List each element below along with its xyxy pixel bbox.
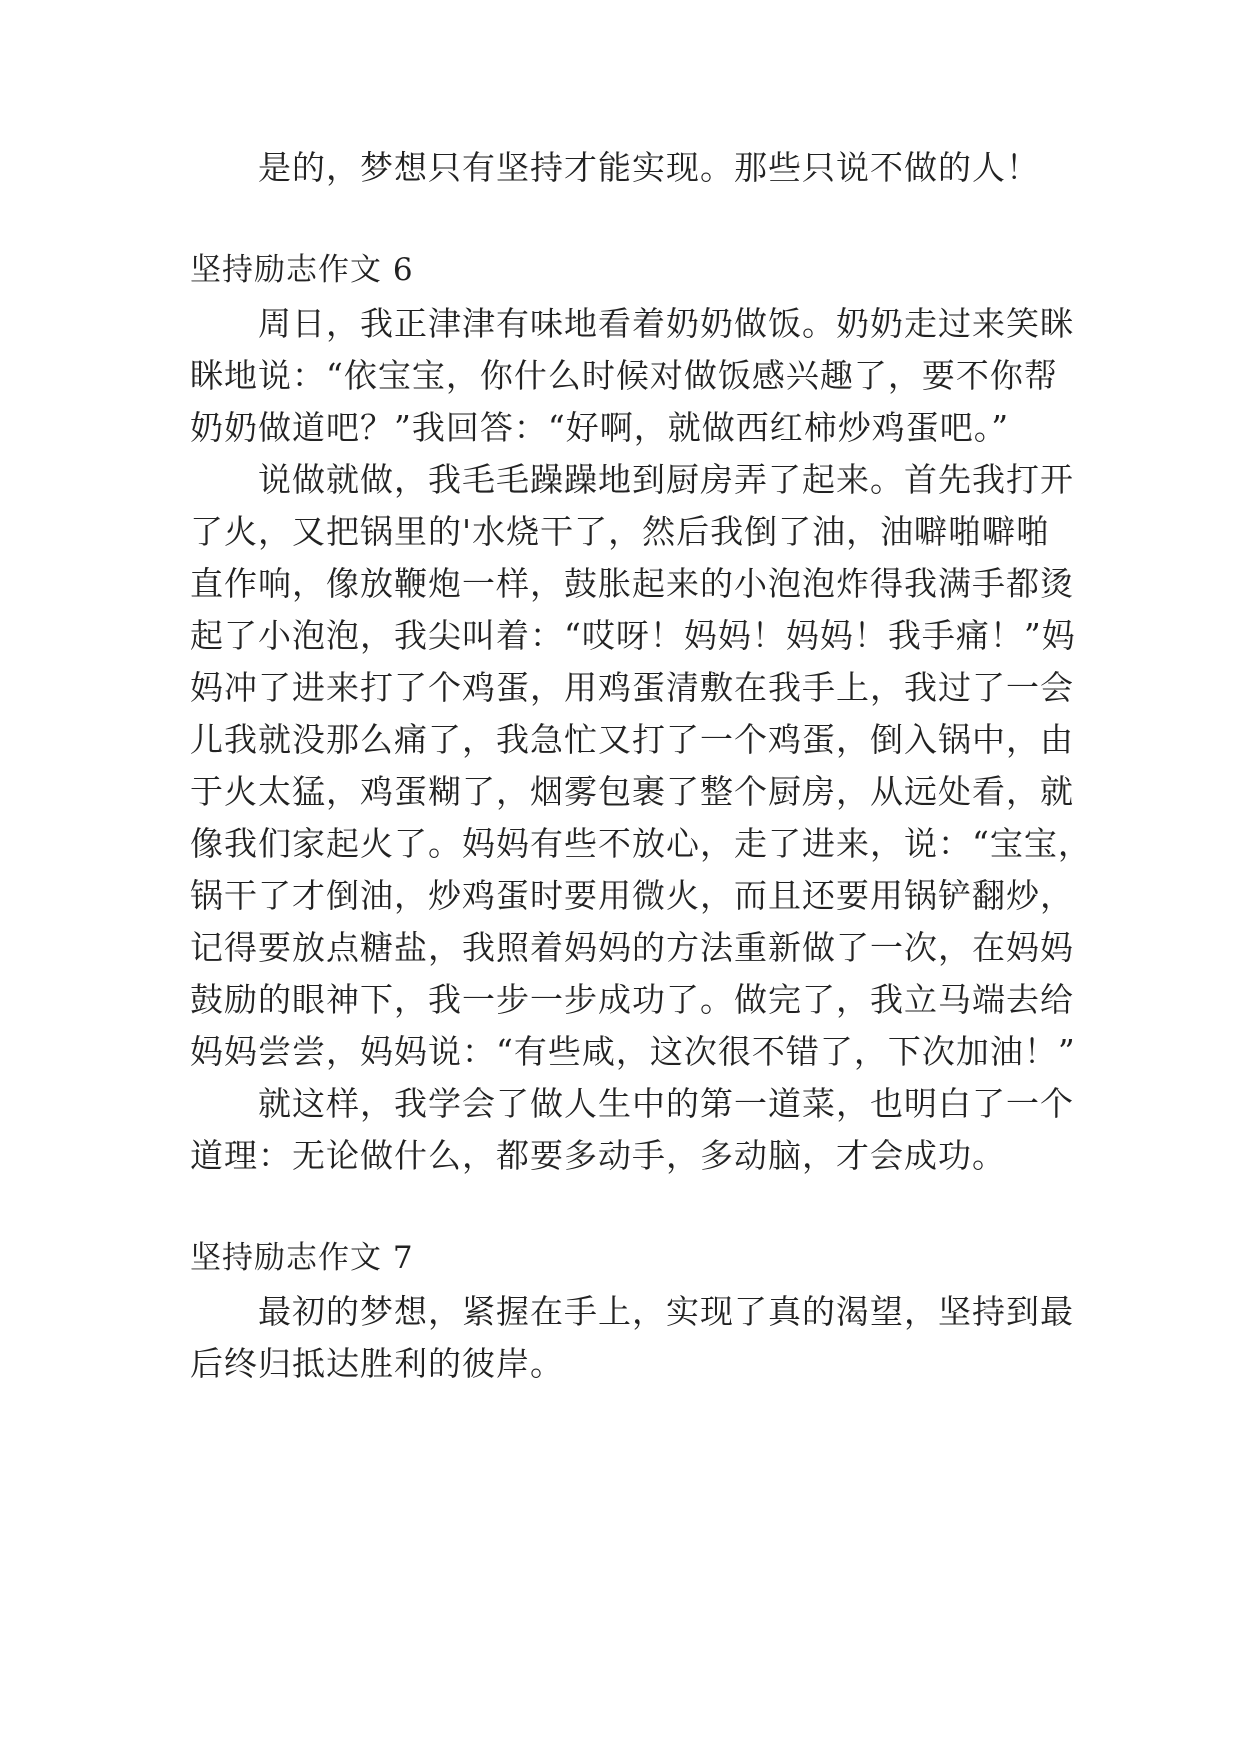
paragraph-line: 像我们家起火了。妈妈有些不放心，走了进来，说：“宝宝， — [190, 824, 1092, 863]
paragraph-line: 妈妈尝尝，妈妈说：“有些咸，这次很不错了，下次加油！” — [190, 1032, 1076, 1071]
paragraph-line: 于火太猛，鸡蛋糊了，烟雾包裹了整个厨房，从远处看，就 — [190, 772, 1074, 811]
paragraph-line: 后终归抵达胜利的彼岸。 — [190, 1344, 564, 1383]
paragraph-line: 起了小泡泡，我尖叫着：“哎呀！妈妈！妈妈！我手痛！”妈 — [190, 616, 1076, 655]
paragraph-line: 了火，又把锅里的'水烧干了，然后我倒了油，油噼啪噼啪 — [190, 512, 1051, 551]
paragraph-line: 奶奶做道吧？”我回答：“好啊，就做西红柿炒鸡蛋吧。” — [190, 408, 1010, 447]
essay-7-title: 坚持励志作文 7 — [190, 1240, 414, 1276]
paragraph-line: 鼓励的眼神下，我一步一步成功了。做完了，我立马端去给 — [190, 980, 1074, 1019]
essay-6-title: 坚持励志作文 6 — [190, 252, 414, 288]
paragraph-line: 锅干了才倒油，炒鸡蛋时要用微火，而且还要用锅铲翻炒， — [190, 876, 1074, 915]
paragraph-line: 眯地说：“依宝宝，你什么时候对做饭感兴趣了，要不你帮 — [190, 356, 1058, 395]
paragraph-line: 道理：无论做什么，都要多动手，多动脑，才会成功。 — [190, 1136, 1006, 1175]
paragraph-line: 说做就做，我毛毛躁躁地到厨房弄了起来。首先我打开 — [258, 460, 1074, 499]
paragraph-line: 儿我就没那么痛了，我急忙又打了一个鸡蛋，倒入锅中，由 — [190, 720, 1074, 759]
intro-line: 是的，梦想只有坚持才能实现。那些只说不做的人！ — [258, 148, 1040, 187]
paragraph-line: 记得要放点糖盐，我照着妈妈的方法重新做了一次，在妈妈 — [190, 928, 1074, 967]
paragraph-line: 最初的梦想，紧握在手上，实现了真的渴望，坚持到最 — [258, 1292, 1074, 1331]
paragraph-line: 妈冲了进来打了个鸡蛋，用鸡蛋清敷在我手上，我过了一会 — [190, 668, 1074, 707]
paragraph-line: 周日，我正津津有味地看着奶奶做饭。奶奶走过来笑眯 — [258, 304, 1074, 343]
paragraph-line: 直作响，像放鞭炮一样，鼓胀起来的小泡泡炸得我满手都烫 — [190, 564, 1074, 603]
paragraph-line: 就这样，我学会了做人生中的第一道菜，也明白了一个 — [258, 1084, 1074, 1123]
